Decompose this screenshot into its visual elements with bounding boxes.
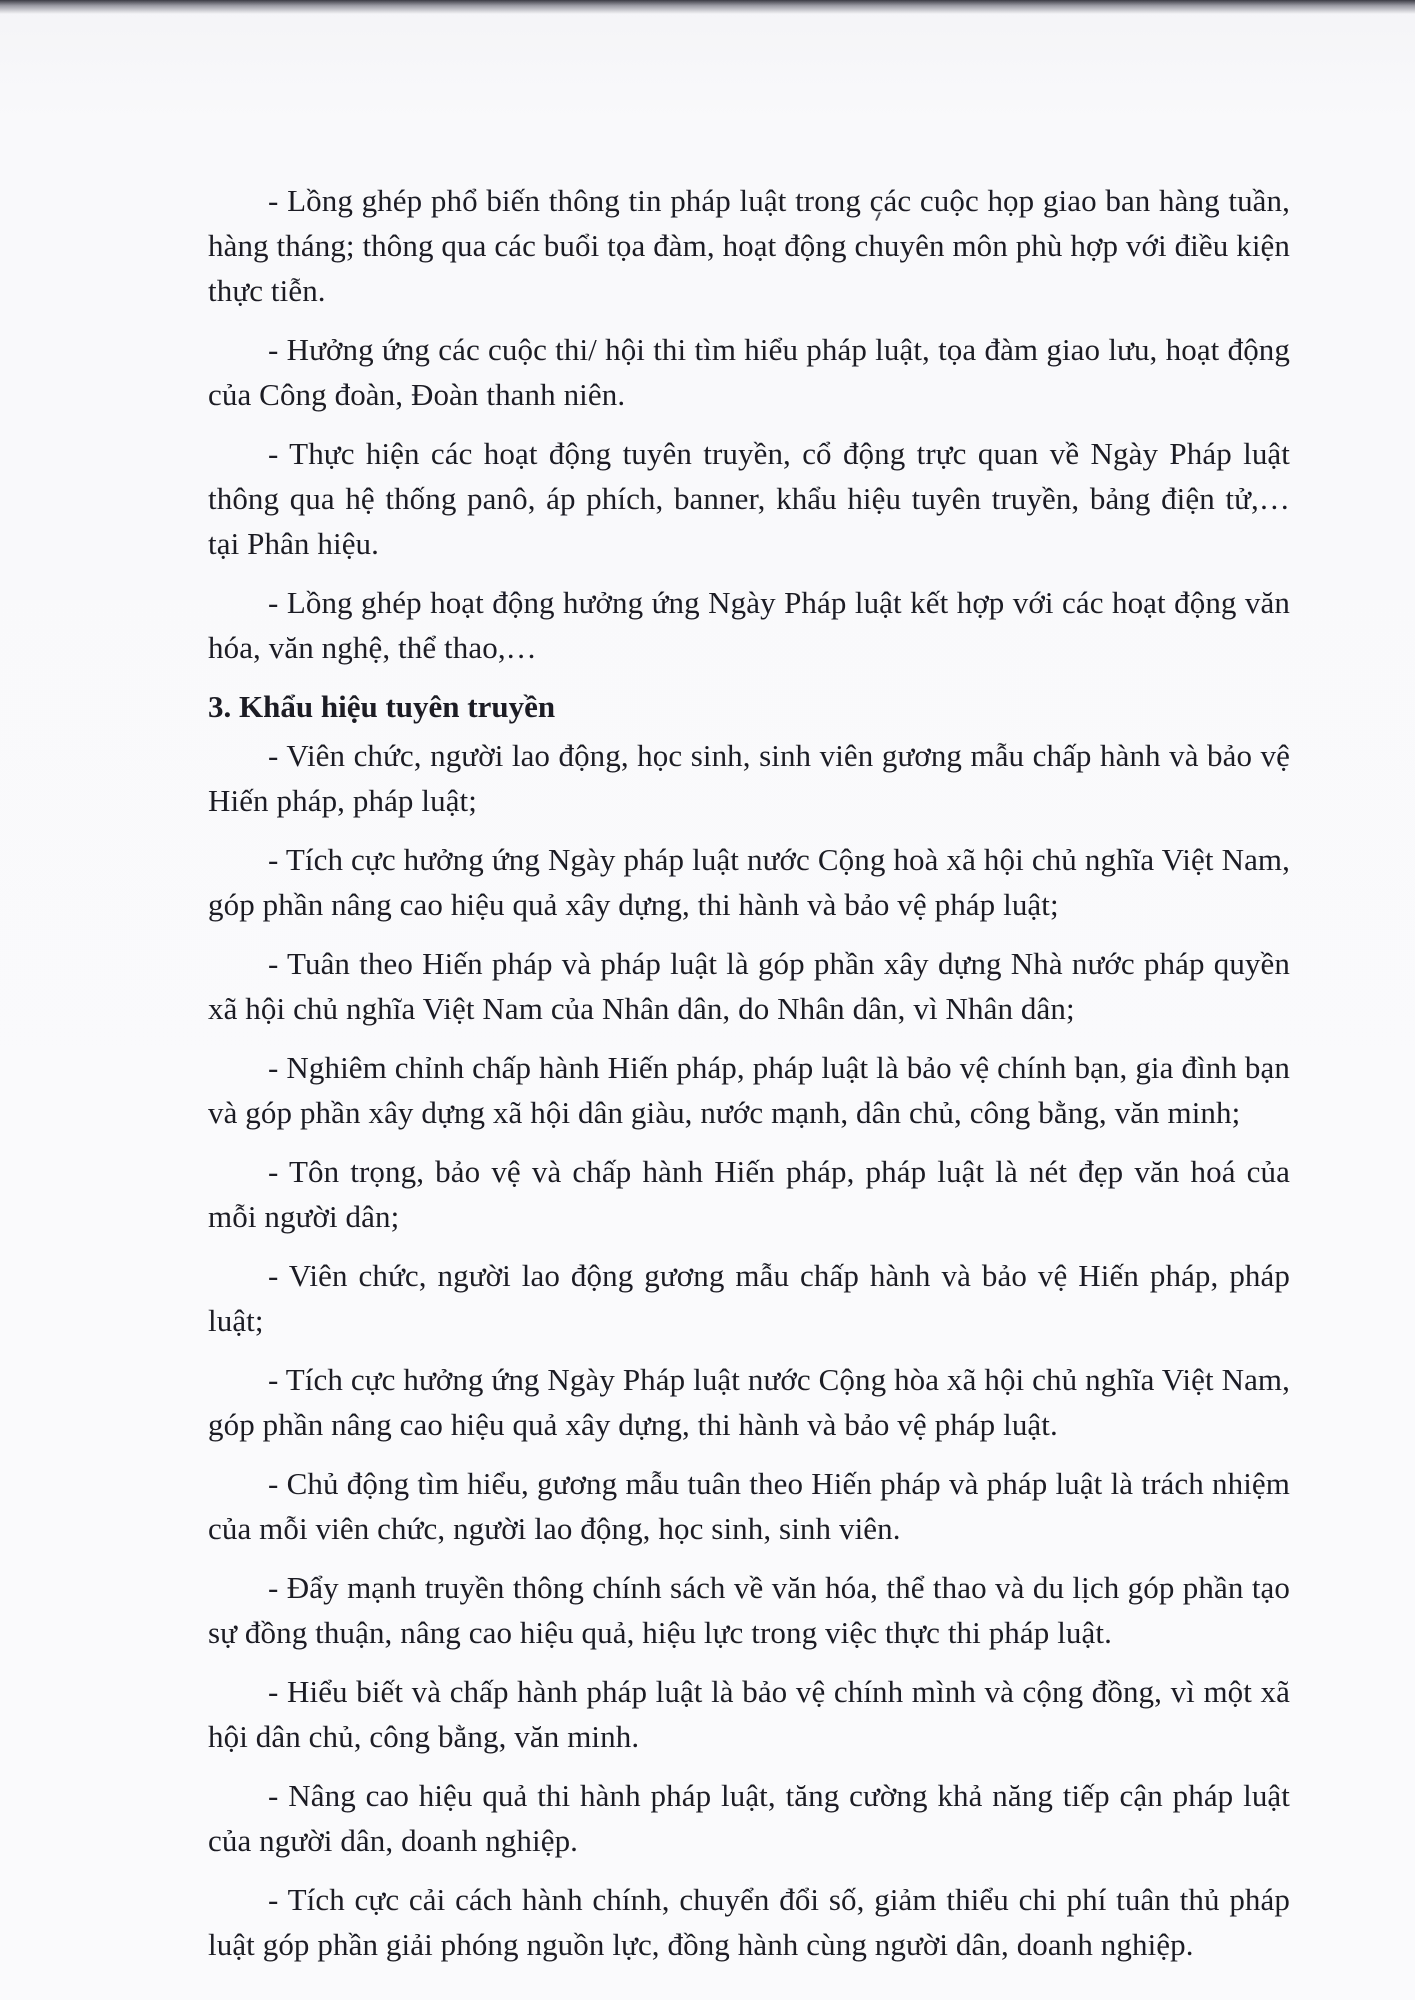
slogan-item: - Nghiêm chỉnh chấp hành Hiến pháp, pháp luật là bảo vệ chính bạn, gia đình bạn và góp phần xây dựng xã hội dân giàu, nước mạnh, dân chủ, công bằng, văn minh;	[208, 1050, 1290, 1130]
slogan-item: - Chủ động tìm hiểu, gương mẫu tuân theo Hiến pháp và pháp luật là trách nhiệm của mỗi viên chức, người lao động, học sinh, sinh viên.	[208, 1466, 1290, 1546]
slogan-item: - Viên chức, người lao động, học sinh, sinh viên gương mẫu chấp hành và bảo vệ Hiến pháp, pháp luật;	[208, 738, 1290, 818]
paragraph-cultural-activities: - Lồng ghép hoạt động hưởng ứng Ngày Pháp luật kết hợp với các hoạt động văn hóa, văn nghệ, thể thao,…	[208, 585, 1290, 665]
slogan-item: - Tôn trọng, bảo vệ và chấp hành Hiến pháp, pháp luật là nét đẹp văn hoá của mỗi người dân;	[208, 1154, 1290, 1234]
slogan-item: - Hiểu biết và chấp hành pháp luật là bảo vệ chính mình và cộng đồng, vì một xã hội dân chủ, công bằng, văn minh.	[208, 1674, 1290, 1754]
slogan-item: - Đẩy mạnh truyền thông chính sách về văn hóa, thể thao và du lịch góp phần tạo sự đồng thuận, nâng cao hiệu quả, hiệu lực trong việc thực thi pháp luật.	[208, 1570, 1290, 1650]
scan-top-edge	[0, 0, 1415, 14]
slogan-item: - Viên chức, người lao động gương mẫu chấp hành và bảo vệ Hiến pháp, pháp luật;	[208, 1258, 1290, 1338]
slogan-item: - Tích cực hưởng ứng Ngày pháp luật nước Cộng hoà xã hội chủ nghĩa Việt Nam, góp phần nâng cao hiệu quả xây dựng, thi hành và bảo vệ pháp luật;	[208, 842, 1290, 922]
slogan-item: - Tuân theo Hiến pháp và pháp luật là góp phần xây dựng Nhà nước pháp quyền xã hội chủ nghĩa Việt Nam của Nhân dân, do Nhân dân, vì Nhân dân;	[208, 946, 1290, 1026]
slogan-item: - Nâng cao hiệu quả thi hành pháp luật, tăng cường khả năng tiếp cận pháp luật của người dân, doanh nghiệp.	[208, 1778, 1290, 1858]
paragraph-briefing-integration: - Lồng ghép phổ biến thông tin pháp luật trong các cuộc họp giao ban hàng tuần, hàng tháng; thông qua các buổi tọa đàm, hoạt động chuyên môn phù hợp với điều kiện thực tiễn.	[208, 183, 1290, 308]
paragraph-contests: - Hưởng ứng các cuộc thi/ hội thi tìm hiểu pháp luật, tọa đàm giao lưu, hoạt động của Công đoàn, Đoàn thanh niên.	[208, 332, 1290, 412]
slogan-item: - Tích cực hưởng ứng Ngày Pháp luật nước Cộng hòa xã hội chủ nghĩa Việt Nam, góp phần nâng cao hiệu quả xây dựng, thi hành và bảo vệ pháp luật.	[208, 1362, 1290, 1442]
document-body	[208, 178, 1290, 1981]
slogan-item: - Tích cực cải cách hành chính, chuyển đổi số, giảm thiểu chi phí tuân thủ pháp luật góp phần giải phóng nguồn lực, đồng hành cùng người dân, doanh nghiệp.	[208, 1882, 1290, 1962]
section-heading-slogans: 3. Khẩu hiệu tuyên truyền	[208, 689, 556, 724]
paragraph-visual-propaganda: - Thực hiện các hoạt động tuyên truyền, cổ động trực quan về Ngày Pháp luật thông qua hệ thống panô, áp phích, banner, khẩu hiệu tuyên truyền, bảng điện tử,… tại Phân hiệu.	[208, 436, 1290, 561]
